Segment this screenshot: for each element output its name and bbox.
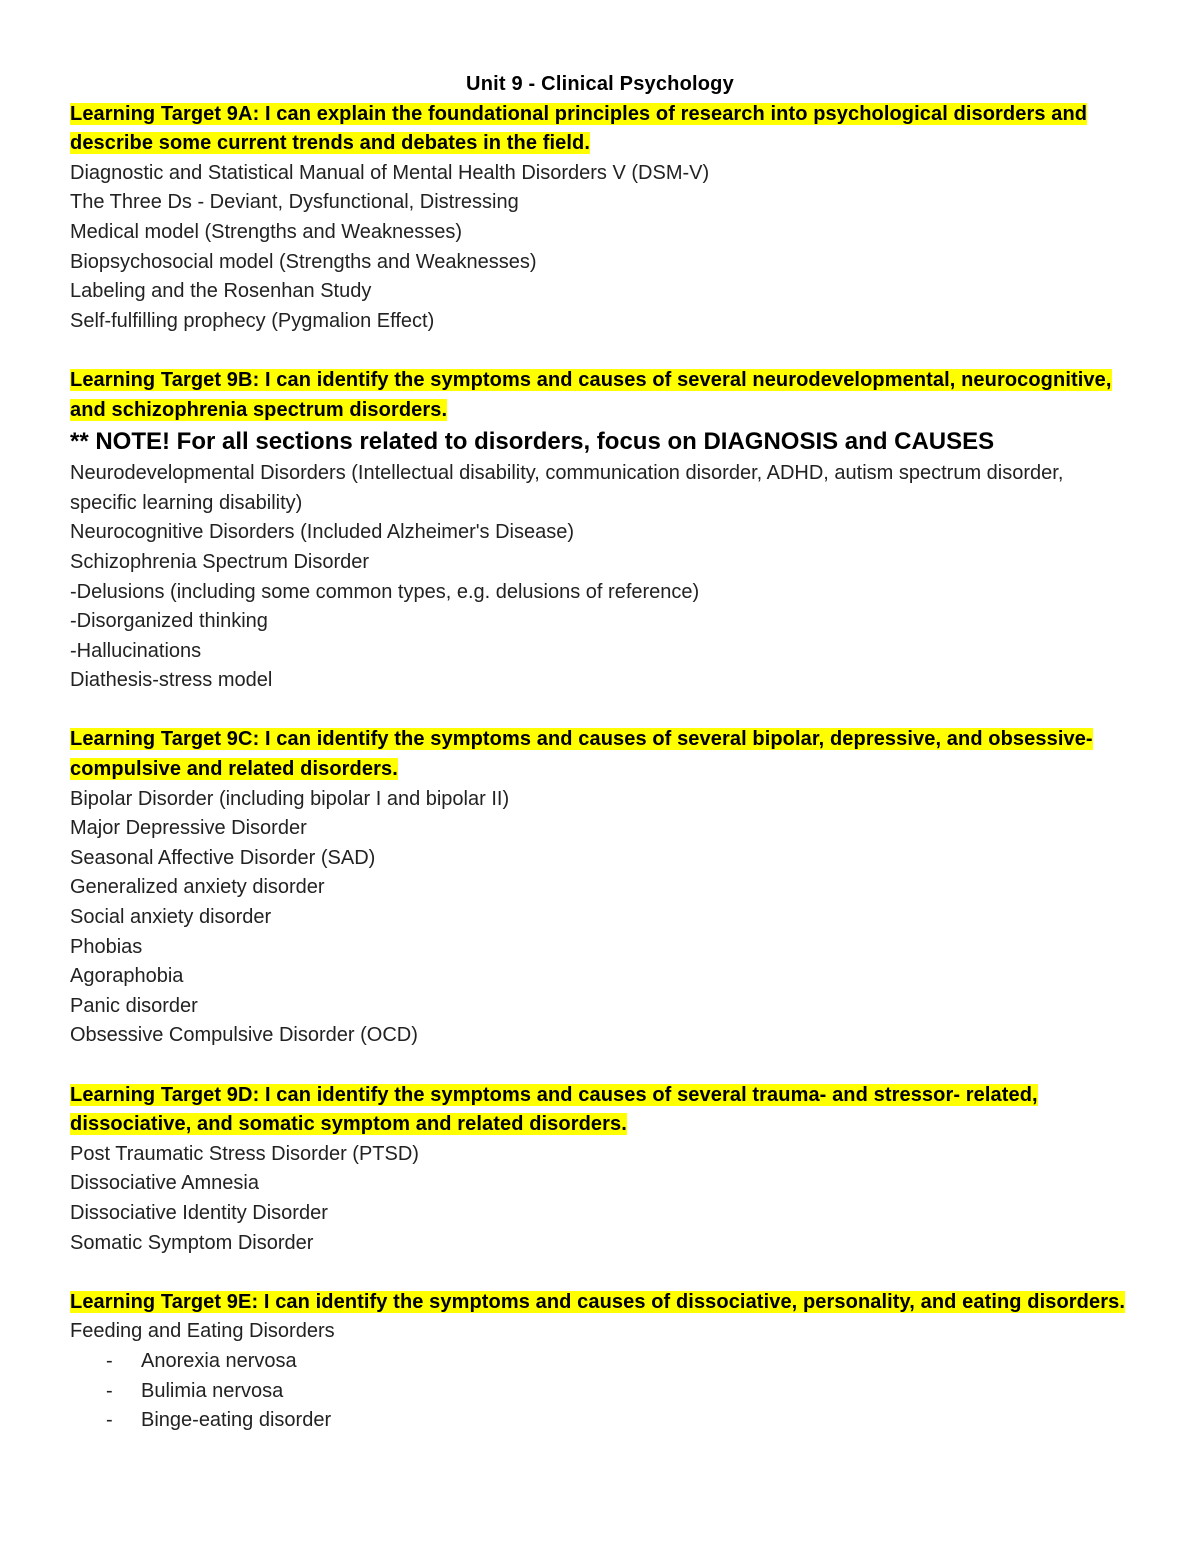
topic-item: Biopsychosocial model (Strengths and Weaknesses) (70, 250, 537, 273)
section-9a (70, 100, 1130, 337)
topic-item: Phobias (70, 935, 143, 958)
section-9d (70, 1081, 1130, 1259)
topic-item: Seasonal Affective Disorder (SAD) (70, 846, 376, 869)
list-item-label: Bulimia nervosa (141, 1379, 284, 1402)
topic-item: Post Traumatic Stress Disorder (PTSD) (70, 1142, 419, 1165)
section-spacer (70, 336, 1130, 366)
section-spacer (70, 1051, 1130, 1081)
topic-item: Dissociative Identity Disorder (70, 1201, 328, 1224)
bullet-dash: - (106, 1349, 113, 1372)
list-item (70, 1347, 1130, 1377)
topic-item: Major Depressive Disorder (70, 817, 307, 840)
topic-item: The Three Ds - Deviant, Dysfunctional, Distressing (70, 191, 519, 214)
section-spacer (70, 696, 1130, 726)
learning-target-9e (70, 1288, 1130, 1318)
topic-item: Feeding and Eating Disorders (70, 1320, 335, 1343)
topic-item: Agoraphobia (70, 965, 184, 988)
learning-target-9a (70, 100, 1130, 159)
topic-item: Labeling and the Rosenhan Study (70, 280, 372, 303)
learning-target-9c-text: Learning Target 9C: I can identify the symptoms and causes of several bipolar, depressive, and obsessive-compulsive and related disorders. (70, 728, 1093, 781)
diagnosis-note: ** NOTE! For all sections related to disorders, focus on DIAGNOSIS and CAUSES (70, 428, 995, 456)
section-spacer (70, 1258, 1130, 1288)
learning-target-9b (70, 366, 1130, 425)
list-item-label: Anorexia nervosa (141, 1349, 297, 1372)
section-9e (70, 1288, 1130, 1436)
topic-item: Generalized anxiety disorder (70, 876, 325, 899)
bullet-dash: - (106, 1409, 113, 1432)
learning-target-9d (70, 1081, 1130, 1140)
learning-target-9d-text: Learning Target 9D: I can identify the symptoms and causes of several trauma- and stressor- related, dissociative, and somatic symptom and related disorders. (70, 1083, 1038, 1136)
topic-item: -Delusions (including some common types, e.g. delusions of reference) (70, 580, 700, 603)
document-page (70, 70, 1130, 1436)
topic-item: Medical model (Strengths and Weaknesses) (70, 220, 463, 243)
learning-target-9e-text: Learning Target 9E: I can identify the symptoms and causes of dissociative, personality, and eating disorders. (70, 1290, 1125, 1313)
section-9b (70, 366, 1130, 696)
list-item (70, 1377, 1130, 1407)
topic-item: Diagnostic and Statistical Manual of Mental Health Disorders V (DSM-V) (70, 161, 710, 184)
eating-disorders-list (70, 1347, 1130, 1436)
topic-item: Neurodevelopmental Disorders (Intellectual disability, communication disorder, ADHD, autism spectrum disorder, specific learning disability) (70, 462, 1064, 514)
topic-item: -Hallucinations (70, 639, 202, 662)
topic-item: Schizophrenia Spectrum Disorder (70, 550, 370, 573)
document-title: Unit 9 - Clinical Psychology (466, 73, 734, 95)
topic-item: Dissociative Amnesia (70, 1172, 259, 1195)
topic-item: Social anxiety disorder (70, 906, 272, 929)
topic-item: Bipolar Disorder (including bipolar I and bipolar II) (70, 787, 510, 810)
topic-item: Neurocognitive Disorders (Included Alzheimer's Disease) (70, 521, 575, 544)
topic-item: Somatic Symptom Disorder (70, 1231, 314, 1254)
list-item-label: Binge-eating disorder (141, 1409, 332, 1432)
list-item (70, 1406, 1130, 1436)
topic-item: Panic disorder (70, 994, 198, 1017)
learning-target-9b-text: Learning Target 9B: I can identify the symptoms and causes of several neurodevelopmental, neurocognitive, and schizophrenia spectrum disorders. (70, 368, 1112, 421)
topic-item: Self-fulfilling prophecy (Pygmalion Effect) (70, 309, 435, 332)
bullet-dash: - (106, 1379, 113, 1402)
topic-item: Obsessive Compulsive Disorder (OCD) (70, 1024, 418, 1047)
section-9c (70, 725, 1130, 1051)
topic-item: -Disorganized thinking (70, 610, 268, 633)
learning-target-9c (70, 725, 1130, 784)
learning-target-9a-text: Learning Target 9A: I can explain the foundational principles of research into psychological disorders and describe some current trends and debates in the field. (70, 102, 1088, 155)
topic-item: Diathesis-stress model (70, 669, 273, 692)
